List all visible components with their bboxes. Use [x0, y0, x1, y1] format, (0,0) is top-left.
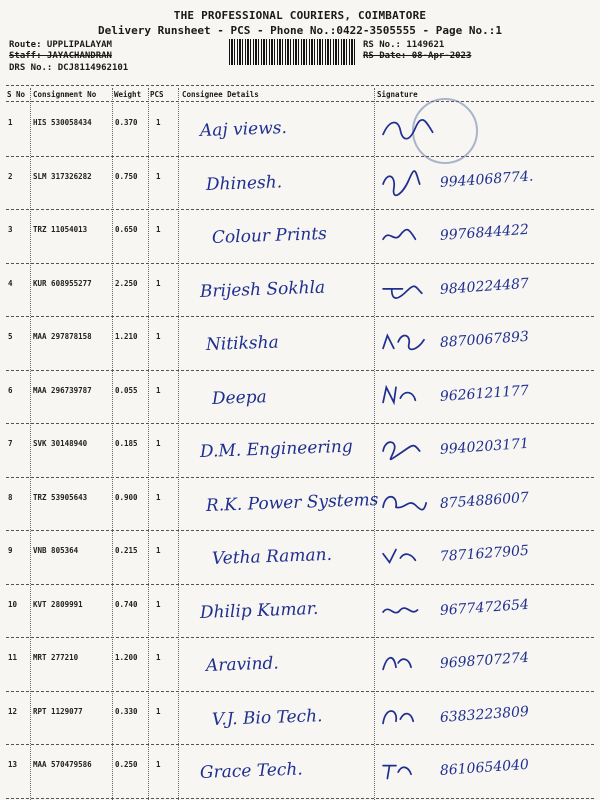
row-consignee-name: R.K. Power Systems [205, 489, 379, 516]
row-weight: 0.185 [115, 439, 138, 448]
row-weight: 0.250 [115, 760, 138, 769]
row-pcs: 1 [156, 492, 161, 502]
row-consignee-name: Nitiksha [205, 332, 280, 355]
row-weight: 2.250 [115, 278, 138, 288]
signature-mark [380, 115, 440, 143]
signature-mark [380, 757, 440, 785]
row-phone: 9698707274 [439, 649, 530, 672]
row-consignment-no: KVT 2809991 [33, 599, 83, 609]
signature-mark [380, 383, 440, 411]
row-consignee-name: Aaj views. [199, 117, 288, 141]
row-divider [6, 156, 594, 157]
row-consignment-no: TRZ 53905643 [33, 492, 88, 502]
barcode [229, 39, 355, 65]
signature-mark [380, 169, 440, 197]
col-pcs: PCS [150, 90, 164, 99]
signature-mark [380, 597, 440, 625]
row-phone: 7871627905 [439, 542, 530, 565]
document-subtitle: Delivery Runsheet - PCS - Phone No.:0422-3505555 - Page No.:1 [98, 24, 502, 37]
column-divider [178, 88, 179, 800]
row-weight: 0.055 [115, 385, 138, 395]
row-pcs: 1 [156, 385, 161, 395]
row-consignment-no: VNB 805364 [33, 546, 79, 555]
row-divider [6, 637, 594, 638]
row-sno: 4 [8, 278, 13, 288]
signature-mark [380, 704, 440, 732]
row-pcs: 1 [156, 760, 161, 769]
row-divider [6, 691, 594, 692]
row-consignment-no: RPT 1129077 [33, 706, 83, 716]
column-divider [112, 88, 113, 800]
row-sno: 7 [8, 439, 13, 448]
signature-mark [380, 543, 440, 571]
row-sno: 1 [8, 118, 13, 127]
route-label: Route: UPPLIPALAYAM [9, 40, 112, 50]
col-sno: S No [7, 90, 26, 99]
row-divider [6, 316, 594, 317]
row-sno: 12 [8, 706, 18, 716]
row-divider [6, 798, 594, 799]
column-divider [30, 88, 31, 800]
row-consignment-no: SLM 317326282 [33, 171, 92, 181]
row-phone: 9976844422 [439, 221, 530, 244]
rs-number: RS No.: 1149621 [363, 40, 445, 50]
row-phone: 8870067893 [439, 328, 530, 351]
row-consignment-no: MAA 296739787 [33, 385, 92, 395]
row-consignee-name: V.J. Bio Tech. [211, 705, 323, 730]
document-title: THE PROFESSIONAL COURIERS, COIMBATORE [173, 9, 427, 22]
row-sno: 2 [8, 171, 13, 181]
row-phone: 9940203171 [439, 435, 530, 458]
row-weight: 0.750 [115, 171, 138, 181]
row-sno: 13 [8, 760, 18, 769]
row-weight: 0.215 [115, 546, 138, 555]
row-weight: 0.650 [115, 225, 138, 234]
signature-mark [380, 222, 440, 250]
row-divider [6, 263, 594, 264]
row-divider [6, 744, 594, 745]
signature-mark [380, 650, 440, 678]
row-consignment-no: TRZ 11054013 [33, 225, 88, 234]
row-divider [6, 584, 594, 585]
row-sno: 9 [8, 546, 13, 555]
signature-mark [380, 490, 440, 518]
header-rule-top [6, 85, 594, 86]
row-divider [6, 370, 594, 371]
row-divider [6, 423, 594, 424]
row-pcs: 1 [156, 546, 161, 555]
row-weight: 0.900 [115, 492, 138, 502]
row-consignee-name: Vetha Raman. [211, 544, 333, 569]
row-divider [6, 209, 594, 210]
row-sno: 11 [8, 653, 18, 662]
header-rule-bottom [6, 101, 594, 102]
row-weight: 0.740 [115, 599, 138, 609]
row-phone: 9677472654 [439, 596, 530, 619]
row-sno: 5 [8, 332, 13, 341]
col-weight: Weight [114, 90, 142, 99]
row-phone: 6383223809 [439, 703, 530, 726]
row-consignee-name: Colour Prints [211, 223, 328, 248]
col-consignment: Consignment No [33, 90, 97, 99]
row-consignee-name: Deepa [211, 386, 268, 409]
row-consignee-name: Dhilip Kumar. [199, 598, 319, 623]
row-pcs: 1 [156, 278, 161, 288]
column-divider [374, 88, 375, 800]
signature-mark [380, 329, 440, 357]
row-consignment-no: MRT 277210 [33, 653, 79, 662]
row-divider [6, 530, 594, 531]
row-weight: 0.330 [115, 706, 138, 716]
row-pcs: 1 [156, 706, 161, 716]
row-sno: 10 [8, 599, 18, 609]
row-phone: 9840224487 [439, 275, 530, 298]
col-signature: Signature [377, 90, 418, 99]
row-consignment-no: SVK 30148940 [33, 439, 88, 448]
row-weight: 1.200 [115, 653, 138, 662]
row-consignee-name: Brijesh Sokhla [199, 277, 326, 302]
row-divider [6, 477, 594, 478]
row-pcs: 1 [156, 332, 161, 341]
row-consignee-name: Grace Tech. [199, 759, 304, 783]
row-consignee-name: D.M. Engineering [199, 436, 354, 462]
row-consignment-no: HIS 530058434 [33, 118, 92, 127]
row-pcs: 1 [156, 225, 161, 234]
row-consignment-no: MAA 297878158 [33, 332, 92, 341]
row-consignee-name: Aravind. [205, 653, 280, 676]
row-sno: 6 [8, 385, 13, 395]
row-pcs: 1 [156, 439, 161, 448]
row-pcs: 1 [156, 599, 161, 609]
staff-label: Staff: JAYACHANDRAN [9, 51, 112, 61]
rs-date: RS Date: 08-Apr-2023 [363, 51, 472, 61]
row-phone: 8610654040 [439, 756, 530, 779]
row-phone: 8754886007 [439, 489, 530, 512]
row-sno: 3 [8, 225, 13, 234]
signature-mark [380, 436, 440, 464]
drs-number: DRS No.: DCJ8114962101 [9, 63, 129, 73]
row-phone: 9626121177 [439, 382, 530, 405]
row-consignment-no: MAA 570479586 [33, 760, 92, 769]
row-pcs: 1 [156, 653, 161, 662]
row-weight: 0.370 [115, 118, 138, 127]
row-consignment-no: KUR 608955277 [33, 278, 92, 288]
row-consignee-name: Dhinesh. [205, 171, 283, 195]
row-phone: 9944068774. [439, 167, 534, 191]
signature-mark [380, 276, 440, 304]
col-consignee: Consignee Details [182, 90, 259, 99]
row-weight: 1.210 [115, 332, 138, 341]
column-divider [148, 88, 149, 800]
row-sno: 8 [8, 492, 13, 502]
row-pcs: 1 [156, 171, 161, 181]
row-pcs: 1 [156, 118, 161, 127]
